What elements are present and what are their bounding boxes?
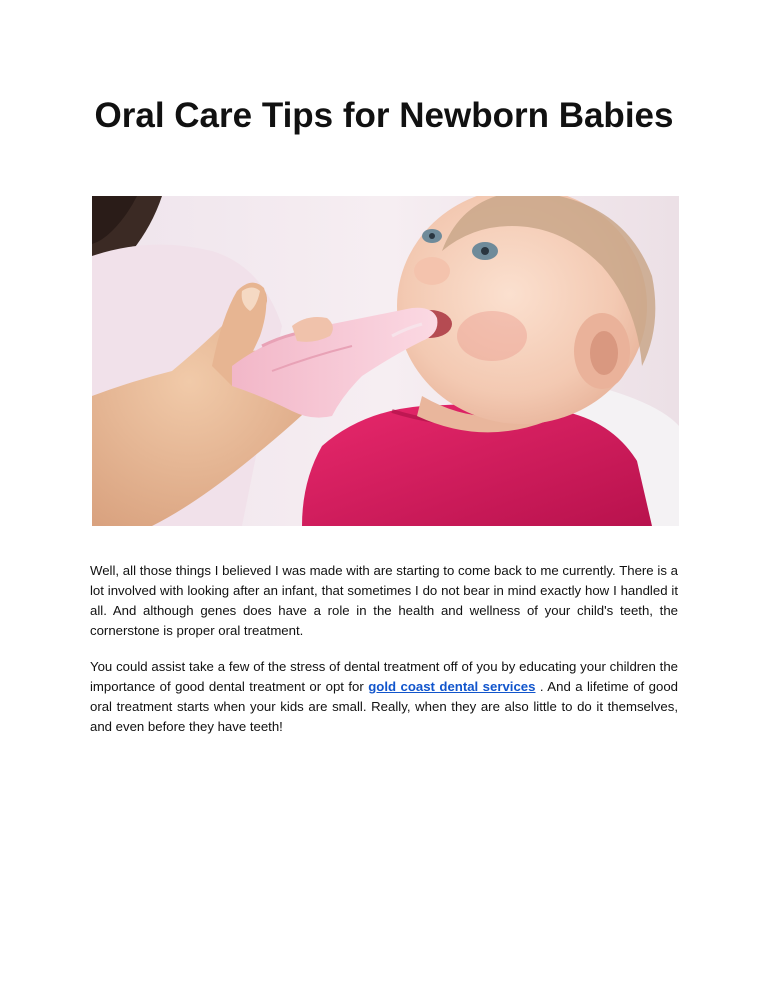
paragraph-2-text-before-link: You could assist take a few of the stress of dental treatment off of you by educating your children the importance of good dental treatment or opt for: [90, 659, 678, 694]
paragraph-2: [90, 657, 678, 737]
article-body: [90, 561, 678, 753]
page-title: Oral Care Tips for Newborn Babies: [94, 96, 674, 135]
gold-coast-dental-link[interactable]: gold coast dental services: [368, 679, 536, 694]
baby-oral-care-photo: [92, 196, 679, 526]
paragraph-1: Well, all those things I believed I was made with are starting to come back to me currently. There is a lot involved with looking after an infant, that sometimes I do not bear in mind exactly how I handled it all. And although genes does have a role in the health and wellness of your child's teeth, the cornerstone is proper oral treatment.: [90, 563, 678, 638]
photo-illustration: [92, 196, 679, 526]
paragraph-2-text-after-link: . And a lifetime of good oral treatment starts when your kids are small. Really, when they are also little to do it themselves, and even before they have teeth!: [90, 679, 678, 734]
